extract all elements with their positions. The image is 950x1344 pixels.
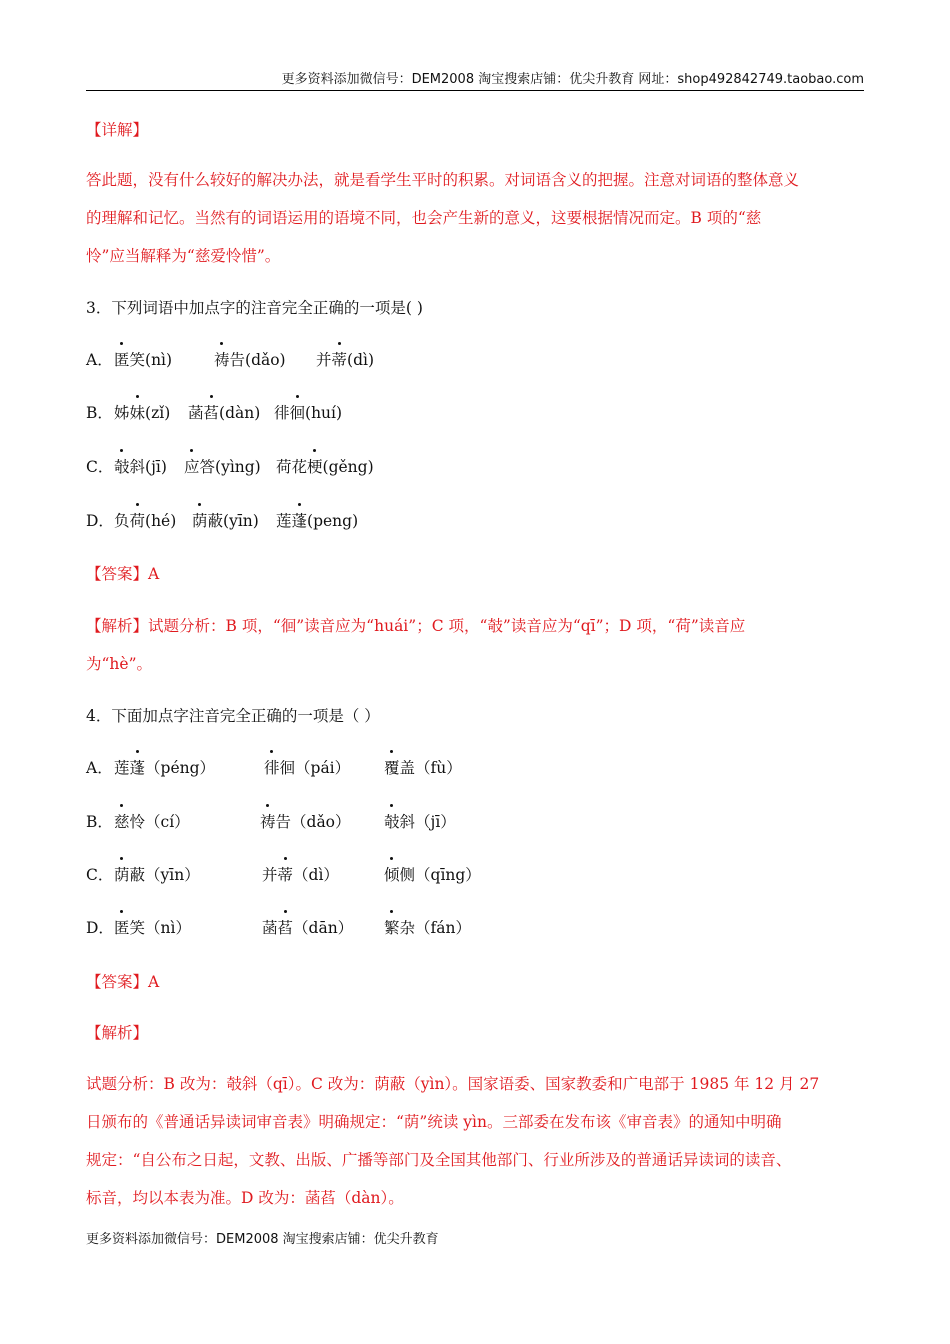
option-label: D． [86,512,114,530]
option-word: 祷告（dǎo） [260,810,351,832]
option-word: 姊妹(zǐ) [114,401,170,423]
option-word: 荫蔽（yīn） [114,863,200,885]
option-label: B． [86,813,113,831]
option-word: 荫蔽(yīn) [192,509,259,531]
option-label: C． [86,458,114,476]
option-word: 负荷(hé) [114,509,176,531]
option-word: 攲斜(jī) [114,455,167,477]
option-word: 攲斜（jī） [384,810,456,832]
q3-analysis-line-2: 为“hè”。 [86,655,153,673]
option-word: 莲蓬（péng） [114,756,215,778]
prev-heading: 【详解】 [86,121,149,139]
q3-answer: 【答案】A [86,565,160,583]
q4-analysis-line-4: 标音，均以本表为准。D 改为：菡萏（dàn）。 [86,1189,404,1207]
prev-line-3: 怜”应当解释为“慈爱怜惜”。 [86,247,281,265]
option-word: 徘徊（pái） [264,756,350,778]
q4-analysis-line-3: 规定：“自公布之日起，文教、出版、广播等部门及全国其他部门、行业所涉及的普通话异读词的读音、 [86,1151,792,1169]
q3-stem: 3．下列词语中加点字的注音完全正确的一项是( ) [86,299,423,317]
option-label: A． [86,351,113,369]
option-word: 徘徊(huí) [274,401,342,423]
option-label: D． [86,919,114,937]
option-word: 覆盖（fù） [384,756,462,778]
page-footer: 更多资料添加微信号：DEM2008 淘宝搜索店铺：优尖升教育 [86,1232,439,1247]
option-word: 倾侧（qīng） [384,863,481,885]
option-word: 并蒂（dì） [262,863,339,885]
option-word: 繁杂（fán） [384,916,471,938]
option-word: 祷告(dǎo) [214,348,286,370]
option-word: 应答(yìng) [184,455,261,477]
option-word: 并蒂(dì) [316,348,374,370]
q4-answer: 【答案】A [86,973,160,991]
page-header: 更多资料添加微信号：DEM2008 淘宝搜索店铺：优尖升教育 网址：shop492842749.taobao.com [86,68,864,91]
prev-line-1: 答此题，没有什么较好的解决办法，就是看学生平时的积累。对词语含义的把握。注意对词语的整体意义 [86,171,800,189]
option-label: C． [86,866,114,884]
option-label: A． [86,759,113,777]
q4-stem: 4．下面加点字注音完全正确的一项是（ ） [86,707,380,725]
option-word: 荷花梗(gěng) [276,455,374,477]
option-word: 莲蓬(peng) [276,509,358,531]
q4-analysis-heading: 【解析】 [86,1024,149,1042]
option-word: 菡萏(dàn) [188,401,260,423]
prev-line-2: 的理解和记忆。当然有的词语运用的语境不同，也会产生新的意义，这要根据情况而定。B 项的“慈 [86,209,762,227]
option-word: 匿笑（nì） [114,916,191,938]
option-label: B． [86,404,113,422]
option-word: 慈怜（cí） [114,810,190,832]
q4-analysis-line-2: 日颁布的《普通话异读词审音表》明确规定：“荫”统读 yìn。三部委在发布该《审音表》的通知中明确 [86,1113,782,1131]
option-word: 匿笑(nì) [114,348,172,370]
q4-analysis-line-1: 试题分析：B 改为：攲斜（qī）。C 改为：荫蔽（yìn）。国家语委、国家教委和广电部于 1985 年 12 月 27 [86,1075,820,1093]
option-word: 菡萏（dān） [262,916,353,938]
q3-analysis-line-1: 【解析】试题分析：B 项，“徊”读音应为“huái”；C 项，“攲”读音应为“qī”；D 项，“荷”读音应 [86,617,746,635]
